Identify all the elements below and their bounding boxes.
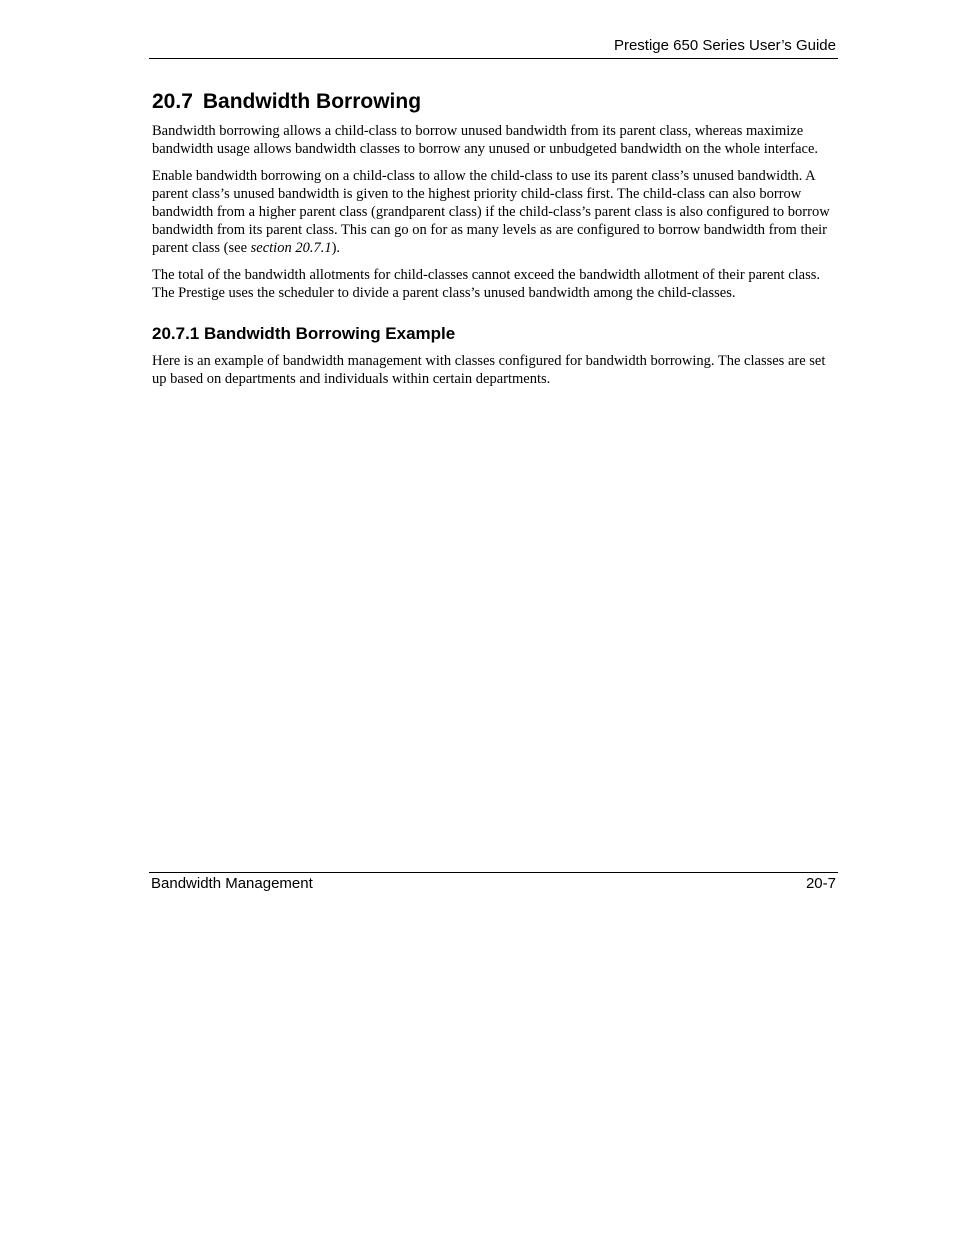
section-number: 20.7	[152, 90, 193, 113]
paragraph-enable-end: ).	[331, 240, 341, 256]
header-title: Prestige 650 Series User’s Guide	[613, 37, 836, 54]
footer-chapter-title: Bandwidth Management	[151, 875, 313, 892]
section-heading	[152, 88, 840, 116]
paragraph-enable-text: Enable bandwidth borrowing on a child-class to allow the child-class to use its parent class’s unused bandwidth. A parent class’s unused bandwidth is given to the highest priority child-class first. The child-class can also borrow bandwidth from a higher parent class (grandparent class) if the child-class’s parent class is also configured to borrow bandwidth from its parent class. This can go on for as many levels as are configured to borrow bandwidth from their parent class (see	[152, 168, 830, 256]
footer-page-number: 20-7	[805, 875, 836, 892]
paragraph-borrowing-intro: Bandwidth borrowing allows a child-class to borrow unused bandwidth from its parent class, whereas maximize bandwidth usage allows bandwidth classes to borrow any unused or unbudgeted bandwidth on the whole interface.	[152, 123, 819, 157]
page-footer	[149, 872, 838, 897]
section-reference: section 20.7.1	[250, 240, 332, 256]
page-header	[149, 30, 838, 59]
section-title: Bandwidth Borrowing	[202, 90, 422, 113]
paragraph-example-intro: Here is an example of bandwidth management with classes configured for bandwidth borrowing. The classes are set up based on departments and individuals within certain departments.	[152, 353, 826, 387]
page-content	[152, 88, 840, 397]
subsection-heading: 20.7.1 Bandwidth Borrowing Example	[152, 324, 456, 343]
paragraph-allotment-total: The total of the bandwidth allotments for child-classes cannot exceed the bandwidth allotment of their parent class. The Prestige uses the scheduler to divide a parent class’s unused bandwidth among the child-classes.	[152, 267, 820, 301]
paragraph-enable-borrowing	[152, 167, 840, 257]
